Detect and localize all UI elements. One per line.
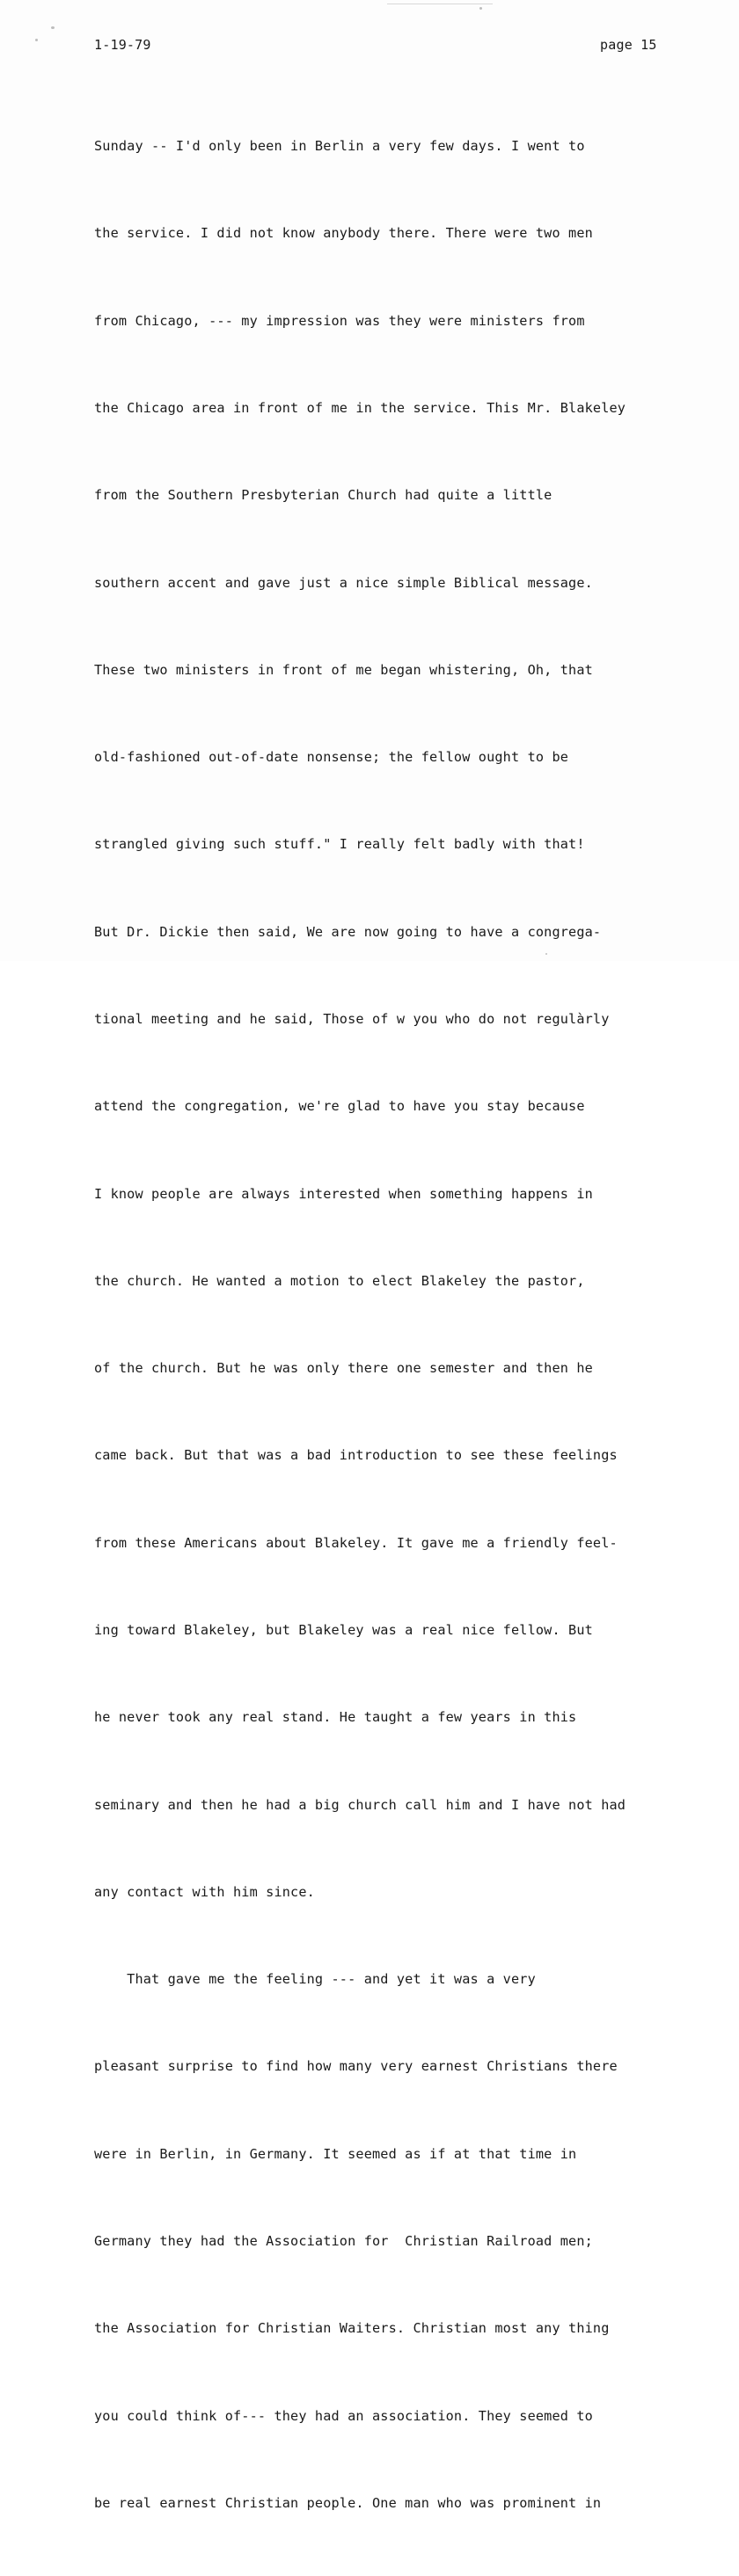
document-body (94, 74, 710, 2576)
text-line: from Chicago, --- my impression was they were ministers from (94, 312, 585, 329)
text-line: any contact with him since. (94, 1883, 315, 1900)
text-line: the Association for Christian Waiters. Christian most any thing (94, 2320, 610, 2337)
text-line: I know people are always interested when something happens in (94, 1185, 593, 1202)
text-line: Sunday -- I'd only been in Berlin a very few days. I went to (94, 138, 585, 155)
text-line: Germany they had the Association for Christian Railroad men; (94, 2232, 593, 2249)
scan-speck (35, 39, 38, 41)
text-line: he never took any real stand. He taught a few years in this (94, 1709, 577, 1726)
text-line: tional meeting and he said, Those of w you who do not regulàrly (94, 1011, 610, 1027)
text-line: southern accent and gave just a nice simple Biblical message. (94, 574, 593, 591)
text-line: That gave me the feeling --- and yet it was a very (94, 1971, 536, 1988)
text-line: you could think of--- they had an association. They seemed to (94, 2407, 593, 2424)
text-line: of the church. But he was only there one semester and then he (94, 1360, 593, 1377)
text-line: came back. But that was a bad introduction to see these feelings (94, 1447, 618, 1464)
text-line: were in Berlin, in Germany. It seemed as if at that time in (94, 2145, 577, 2162)
text-line: the Chicago area in front of me in the service. This Mr. Blakeley (94, 400, 626, 417)
text-line: from these Americans about Blakeley. It gave me a friendly feel- (94, 1534, 618, 1551)
text-line: attend the congregation, we're glad to have you stay because (94, 1098, 585, 1115)
document-date: 1-19-79 (94, 37, 151, 53)
text-line: be real earnest Christian people. One man who was prominent in (94, 2494, 602, 2511)
text-line: old-fashioned out-of-date nonsense; the fellow ought to be (94, 749, 569, 766)
text-line: the church. He wanted a motion to elect Blakeley the pastor, (94, 1272, 585, 1289)
text-line: But Dr. Dickie then said, We are now going to have a congrega- (94, 923, 602, 940)
text-line: from the Southern Presbyterian Church had quite a little (94, 487, 552, 504)
page-number: page 15 (600, 37, 657, 53)
scan-speck (479, 7, 482, 10)
text-line: strangled giving such stuff." I really felt badly with that! (94, 836, 585, 853)
text-line: ing toward Blakeley, but Blakeley was a real nice fellow. But (94, 1621, 593, 1638)
text-line: These two ministers in front of me began whistering, Oh, that (94, 661, 593, 678)
text-line: the service. I did not know anybody there. There were two men (94, 225, 593, 242)
text-line: pleasant surprise to find how many very earnest Christians there (94, 2058, 618, 2075)
scan-speck (545, 953, 547, 955)
scan-speck (51, 26, 55, 29)
text-line: seminary and then he had a big church call him and I have not had (94, 1796, 626, 1813)
